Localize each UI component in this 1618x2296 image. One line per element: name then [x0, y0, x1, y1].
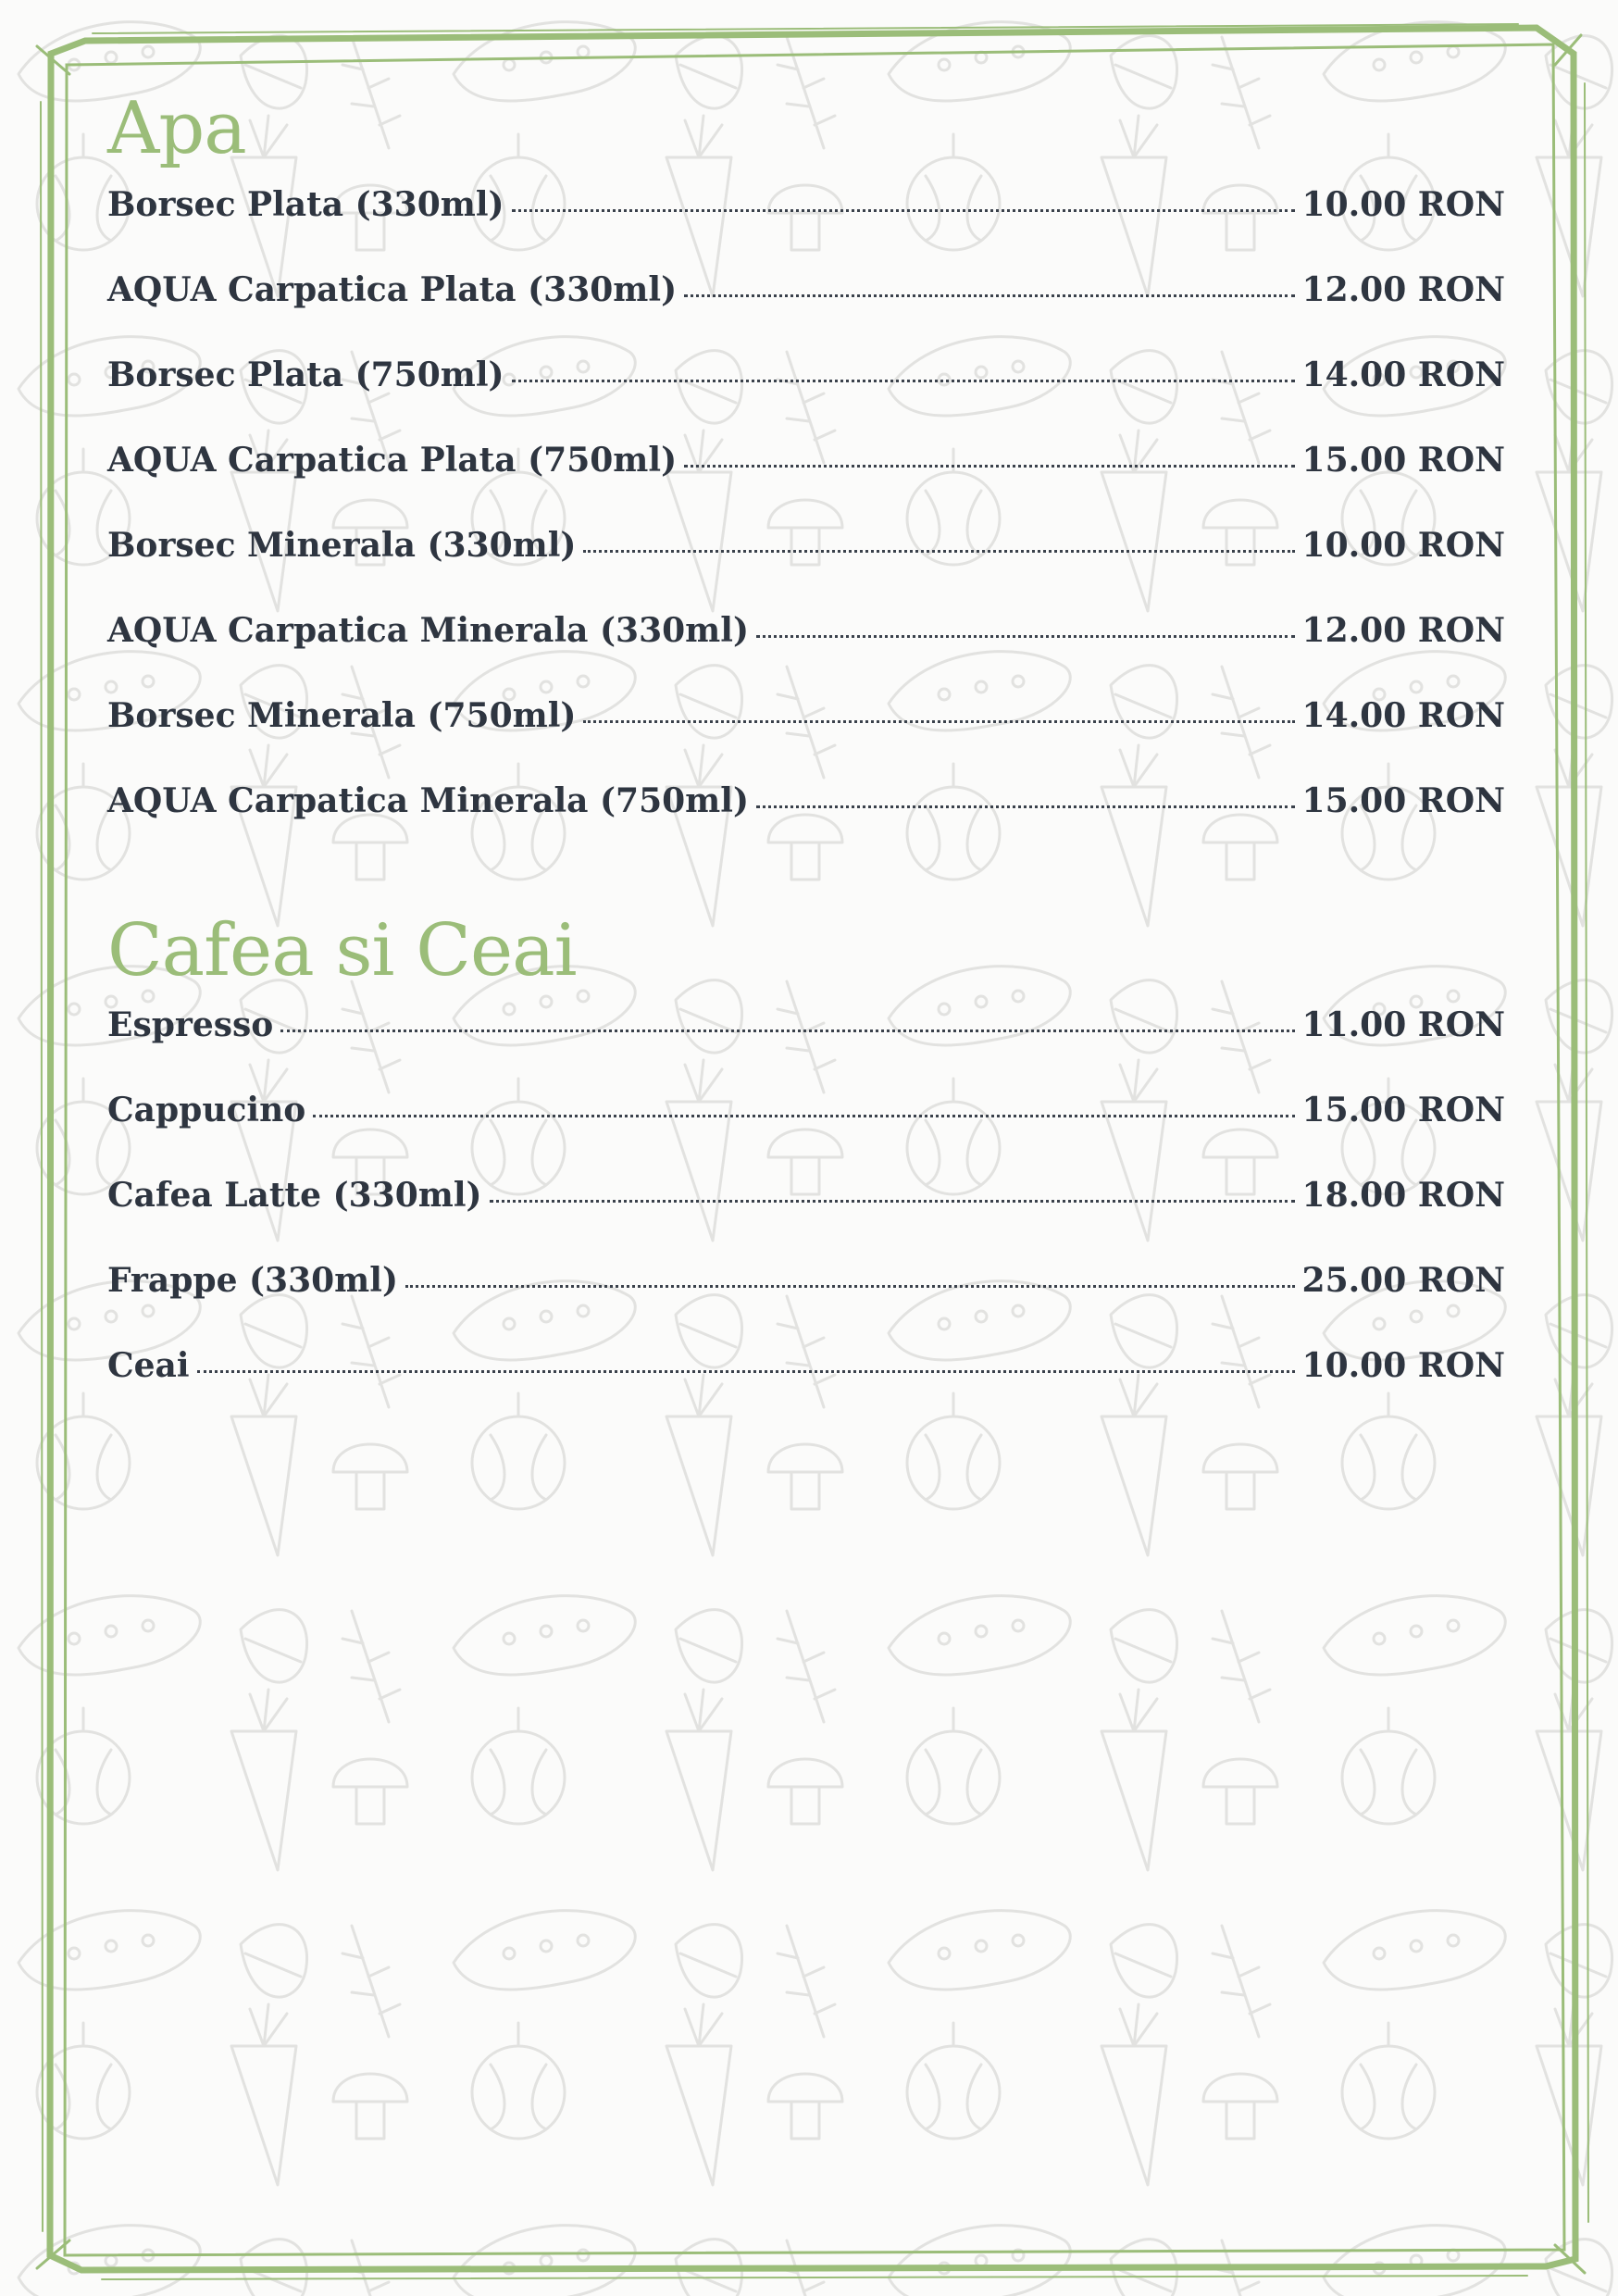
item-name: Cappucino	[107, 1091, 306, 1129]
dot-leader	[490, 1200, 1295, 1203]
dot-leader	[405, 1285, 1295, 1288]
menu-item	[107, 441, 1505, 526]
dot-leader	[512, 380, 1295, 382]
section-title-apa: Apa	[107, 87, 246, 170]
item-price: 18.00 RON	[1301, 1176, 1505, 1215]
item-price: 15.00 RON	[1301, 1091, 1505, 1129]
item-name: Borsec Minerala (750ml)	[107, 696, 577, 735]
menu-page	[107, 83, 1505, 1431]
apa-items-list	[107, 185, 1505, 867]
menu-item	[107, 611, 1505, 696]
item-name: Borsec Plata (330ml)	[107, 185, 504, 224]
item-price: 10.00 RON	[1301, 526, 1505, 565]
menu-item	[107, 781, 1505, 867]
dot-leader	[197, 1370, 1295, 1373]
dot-leader	[756, 805, 1295, 808]
dot-leader	[583, 720, 1294, 723]
item-price: 14.00 RON	[1301, 696, 1505, 735]
item-name: Cafea Latte (330ml)	[107, 1176, 482, 1215]
menu-item	[107, 1346, 1505, 1431]
dot-leader	[583, 550, 1294, 553]
item-name: AQUA Carpatica Minerala (330ml)	[107, 611, 749, 650]
item-price: 11.00 RON	[1301, 1005, 1505, 1044]
item-name: AQUA Carpatica Plata (330ml)	[107, 270, 678, 309]
cafea-items-list	[107, 1005, 1505, 1431]
dot-leader	[313, 1115, 1294, 1117]
item-name: Borsec Minerala (330ml)	[107, 526, 577, 565]
item-price: 14.00 RON	[1301, 356, 1505, 394]
item-name: AQUA Carpatica Plata (750ml)	[107, 441, 678, 480]
dot-leader	[756, 635, 1295, 638]
item-price: 12.00 RON	[1301, 611, 1505, 650]
dot-leader	[512, 209, 1295, 212]
dot-leader	[280, 1029, 1294, 1032]
item-price: 15.00 RON	[1301, 441, 1505, 480]
item-price: 12.00 RON	[1301, 270, 1505, 309]
item-name: Borsec Plata (750ml)	[107, 356, 504, 394]
item-name: AQUA Carpatica Minerala (750ml)	[107, 781, 749, 820]
item-price: 15.00 RON	[1301, 781, 1505, 820]
menu-item	[107, 526, 1505, 611]
menu-item	[107, 1176, 1505, 1261]
item-name: Frappe (330ml)	[107, 1261, 398, 1300]
dot-leader	[684, 465, 1294, 468]
item-name: Espresso	[107, 1005, 274, 1044]
menu-item	[107, 696, 1505, 781]
dot-leader	[684, 294, 1294, 297]
item-price: 10.00 RON	[1301, 185, 1505, 224]
item-price: 10.00 RON	[1301, 1346, 1505, 1385]
item-price: 25.00 RON	[1301, 1261, 1505, 1300]
menu-item	[107, 270, 1505, 356]
menu-item	[107, 356, 1505, 441]
section-title-cafea-si-ceai: Cafea si Ceai	[107, 909, 577, 992]
menu-item	[107, 1261, 1505, 1346]
menu-item	[107, 1005, 1505, 1091]
menu-item	[107, 1091, 1505, 1176]
item-name: Ceai	[107, 1346, 190, 1385]
menu-item	[107, 185, 1505, 270]
